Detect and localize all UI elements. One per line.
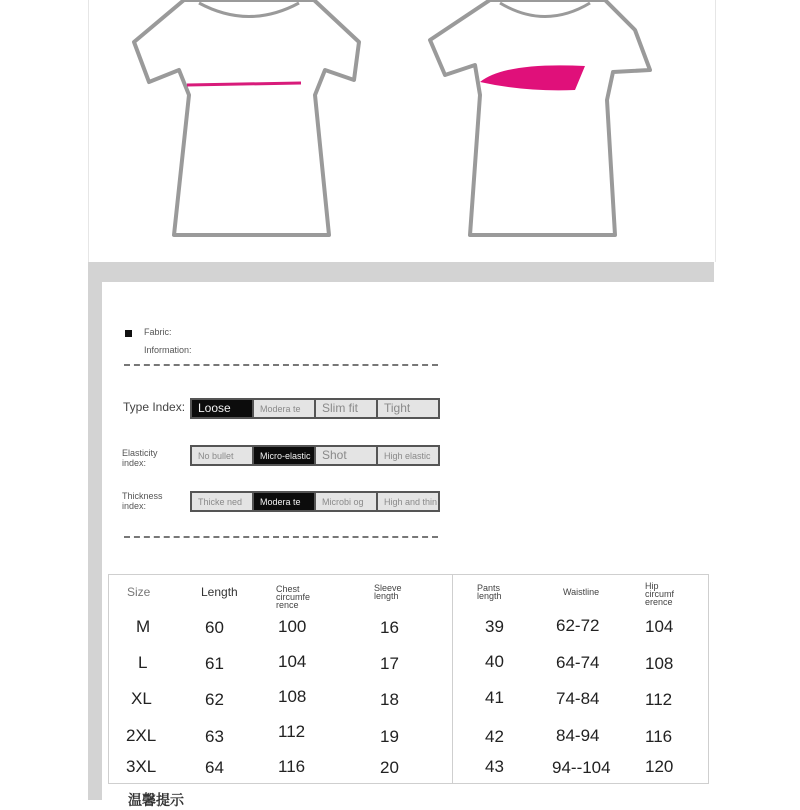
cell-sleeve: 20 — [380, 758, 399, 777]
cell-hip: 116 — [645, 727, 673, 746]
cell-sleeve: 19 — [380, 727, 399, 746]
cell-sleeve: 17 — [380, 654, 399, 673]
cell-hip: 104 — [645, 617, 674, 636]
information-label: Information: — [144, 345, 192, 355]
shirt-front-illustration — [129, 0, 369, 250]
cell-pants: 40 — [485, 652, 504, 671]
cell-length: 61 — [205, 654, 224, 673]
cell-length: 60 — [205, 618, 224, 637]
elasticity-option-shot: Shot — [316, 447, 378, 464]
cell-pants: 42 — [485, 727, 504, 746]
bottom-note: 温馨提示 — [128, 792, 184, 808]
cell-pants: 41 — [485, 688, 504, 707]
cell-chest: 104 — [278, 652, 307, 671]
table-column-separator — [452, 574, 453, 784]
header-sleeve: Sleeve length — [374, 583, 402, 601]
cell-sleeve: 18 — [380, 690, 399, 709]
square-bullet-icon — [125, 330, 132, 337]
shirt-side-illustration — [425, 0, 665, 250]
header-chest: Chest circumfe rence — [276, 584, 311, 610]
fabric-label: Fabric: — [144, 327, 172, 337]
thickness-index-label: Thickness index: — [122, 491, 163, 511]
header-length: Length — [201, 585, 238, 599]
cell-chest: 108 — [278, 687, 307, 706]
cell-chest: 116 — [278, 757, 306, 776]
section-divider — [88, 262, 714, 282]
type-option-loose: Loose — [192, 400, 254, 417]
cell-size: XL — [131, 689, 152, 708]
type-option-slim-fit: Slim fit — [316, 400, 378, 417]
cell-size: M — [136, 617, 151, 636]
cell-chest: 100 — [278, 617, 307, 636]
left-border-band — [88, 262, 102, 800]
cell-sleeve: 16 — [380, 618, 399, 637]
cell-size: L — [138, 653, 148, 672]
cell-waist: 84-94 — [556, 726, 600, 745]
elasticity-index-scale — [190, 445, 440, 466]
cell-waist: 62-72 — [556, 616, 600, 635]
cell-hip: 120 — [645, 757, 674, 776]
thickness-option-moderate: Modera te — [254, 493, 316, 510]
cell-length: 64 — [205, 758, 224, 777]
elasticity-option-high: High elastic — [378, 447, 438, 464]
thickness-option-thin: Microbi og — [316, 493, 378, 510]
cell-hip: 112 — [645, 690, 673, 709]
type-index-label: Type Index: — [123, 400, 186, 414]
elasticity-index-label: Elasticity index: — [122, 448, 158, 468]
elasticity-option-none: No bullet — [192, 447, 254, 464]
header-size: Size — [127, 585, 151, 599]
chest-measure-line — [187, 83, 301, 85]
thickness-option-thick: Thicke ned — [192, 493, 254, 510]
size-table — [108, 574, 709, 784]
thickness-index-scale — [190, 491, 440, 512]
cell-waist: 64-74 — [556, 653, 600, 672]
type-index-scale — [190, 398, 440, 419]
cell-waist: 94--104 — [552, 758, 611, 777]
cell-pants: 39 — [485, 617, 504, 636]
cell-waist: 74-84 — [556, 689, 600, 708]
cell-size: 2XL — [126, 726, 157, 745]
cell-length: 62 — [205, 690, 224, 709]
dashed-divider — [124, 364, 438, 366]
header-waistline: Waistline — [563, 587, 600, 597]
header-hip: Hip circumf erence — [645, 581, 674, 607]
cell-chest: 112 — [278, 722, 306, 741]
dashed-divider-bottom — [124, 536, 438, 538]
cell-hip: 108 — [645, 654, 674, 673]
thickness-option-high-thin: High and thin — [378, 493, 438, 510]
type-option-tight: Tight — [378, 400, 438, 417]
cell-pants: 43 — [485, 757, 504, 776]
type-option-moderate: Modera te — [254, 400, 316, 417]
elasticity-option-micro: Micro-elastic — [254, 447, 316, 464]
garment-illustration-panel — [88, 0, 716, 262]
header-pants: Pants length — [477, 583, 502, 601]
cell-size: 3XL — [126, 757, 157, 776]
cell-length: 63 — [205, 727, 224, 746]
